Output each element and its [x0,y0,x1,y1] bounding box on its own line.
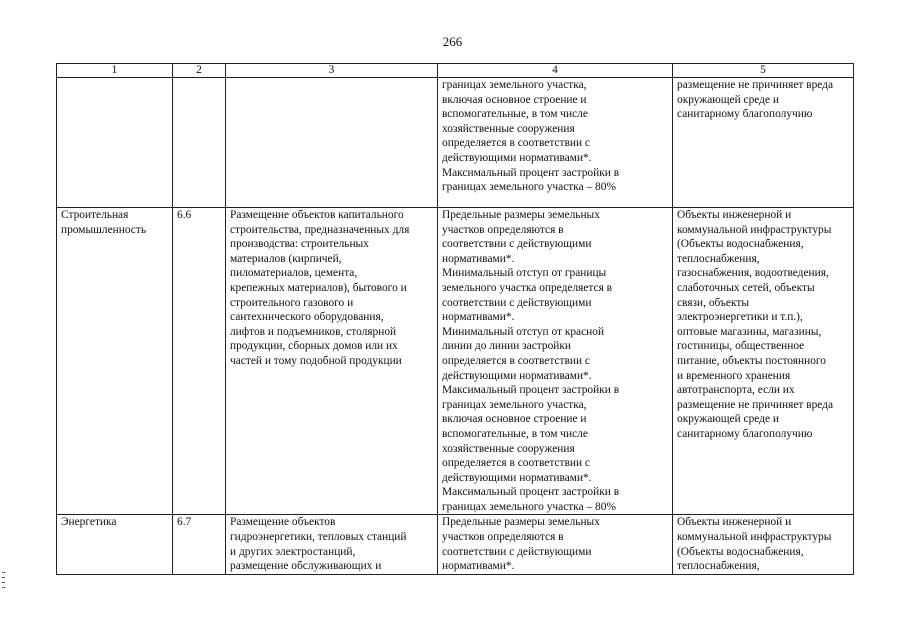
table-row [57,208,854,515]
cell-use-name: Энергетика [57,515,173,574]
cell-auxiliary-uses: Объекты инженерной и коммунальной инфраструктуры (Объекты водоснабжения, теплоснабжения, [673,515,854,574]
cell-description [226,78,438,208]
header-col-3: 3 [226,64,438,78]
cell-use-code: 6.7 [173,515,226,574]
cell-use-code [173,78,226,208]
cell-description: Размещение объектов гидроэнергетики, тепловых станций и других электростанций, размещение обслуживающих и [226,515,438,574]
cell-parameters: границах земельного участка, включая основное строение и вспомогательные, в том числе хозяйственные сооружения определяется в соответствии с действующими нормативами*. Максимальный процент застройки в границах земельного участка – 80% [438,78,673,208]
header-col-4: 4 [438,64,673,78]
cell-use-name [57,78,173,208]
cell-use-code: 6.6 [173,208,226,515]
cell-auxiliary-uses: размещение не причиняет вреда окружающей среде и санитарному благополучию [673,78,854,208]
table-row [57,515,854,574]
cell-auxiliary-uses: Объекты инженерной и коммунальной инфраструктуры (Объекты водоснабжения, теплоснабжения, газоснабжения, водоотведения, слаботочных сетей, объекты связи, объекты электроэнергетики и т.п.), оптовые магазины, магазины, гостиницы, общественное питание, объекты постоянного и временного хранения автотранспорта, если их размещение не причиняет вреда окружающей среде и санитарному благополучию [673,208,854,515]
header-col-5: 5 [673,64,854,78]
cell-description: Размещение объектов капитального строительства, предназначенных для производства: строительных материалов (кирпичей, пиломатериалов, цемента, крепежных материалов), бытового и строительного газового и сантехнического оборудования, лифтов и подъемников, столярной продукции, сборных домов или их частей и тому подобной продукции [226,208,438,515]
table-header-row [57,64,854,78]
cell-use-name: Строительная промышленность [57,208,173,515]
table-row [57,78,854,208]
header-col-1: 1 [57,64,173,78]
cell-parameters: Предельные размеры земельных участков определяются в соответствии с действующими нормативами*. Минимальный отступ от границы земельного участка определяется в соответствии с действующими нормативами*. Минимальный отступ от красной линии до линии застройки определяется в соответствии с действующими нормативами*. Максимальный процент застройки в границах земельного участка, включая основное строение и вспомогательные, в том числе хозяйственные сооружения определяется в соответствии с действующими нормативами*. Максимальный процент застройки в границах земельного участка – 80% [438,208,673,515]
header-col-2: 2 [173,64,226,78]
scan-margin-marks [2,572,6,592]
cell-parameters: Предельные размеры земельных участков определяются в соответствии с действующими нормативами*. [438,515,673,574]
page-number: 266 [442,34,463,49]
zoning-table [56,63,854,575]
